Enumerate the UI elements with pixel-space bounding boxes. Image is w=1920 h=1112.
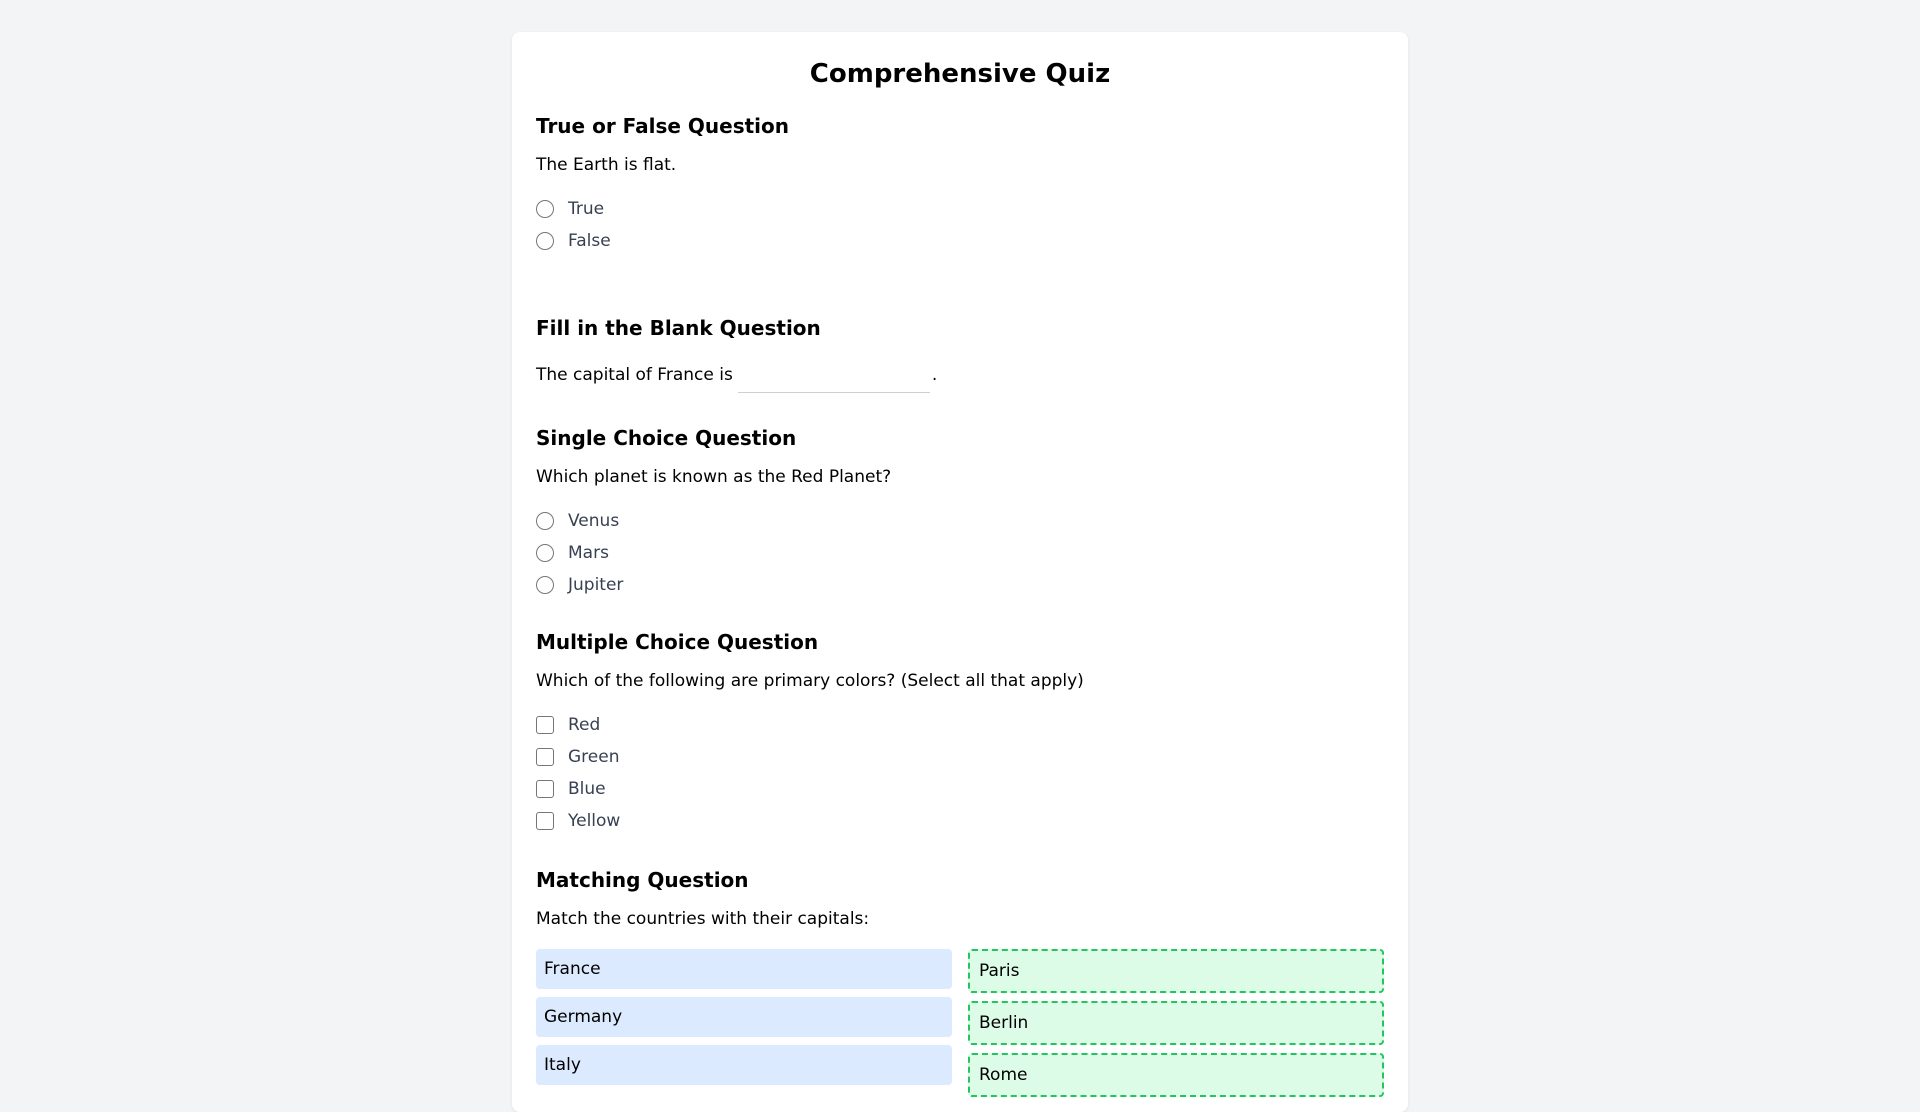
radio-venus[interactable]	[536, 512, 554, 530]
option-yellow[interactable]	[536, 805, 1384, 837]
capital-drop-berlin[interactable]: Berlin	[968, 1001, 1384, 1045]
capital-drop-rome[interactable]: Rome	[968, 1053, 1384, 1097]
capital-drop-paris[interactable]: Paris	[968, 949, 1384, 993]
option-false-label: False	[568, 231, 611, 251]
option-true[interactable]	[536, 193, 1384, 225]
fill-blank-section	[536, 314, 1384, 393]
fill-blank-prompt	[536, 357, 1384, 393]
checkbox-blue[interactable]	[536, 780, 554, 798]
countries-column	[536, 949, 952, 1105]
checkbox-green[interactable]	[536, 748, 554, 766]
page-title: Comprehensive Quiz	[809, 59, 1111, 89]
option-jupiter[interactable]	[536, 569, 1384, 601]
radio-false[interactable]	[536, 232, 554, 250]
multiple-choice-heading: Multiple Choice Question	[536, 630, 819, 654]
fill-blank-heading: Fill in the Blank Question	[536, 316, 821, 340]
option-blue-label: Blue	[568, 779, 606, 799]
single-choice-options	[536, 505, 1384, 601]
option-true-label: True	[568, 199, 605, 219]
single-choice-heading: Single Choice Question	[536, 426, 797, 450]
radio-mars[interactable]	[536, 544, 554, 562]
multiple-choice-prompt: Which of the following are primary colors? (Select all that apply)	[536, 671, 1084, 691]
radio-jupiter[interactable]	[536, 576, 554, 594]
true-false-options	[536, 193, 1384, 257]
matching-prompt: Match the countries with their capitals:	[536, 909, 870, 929]
country-italy[interactable]: Italy	[536, 1045, 952, 1085]
fill-blank-text-before: The capital of France is	[536, 365, 733, 385]
checkbox-red[interactable]	[536, 716, 554, 734]
single-choice-prompt: Which planet is known as the Red Planet?	[536, 467, 892, 487]
capitals-column	[968, 949, 1384, 1105]
checkbox-yellow[interactable]	[536, 812, 554, 830]
option-green-label: Green	[568, 747, 620, 767]
matching-grid	[536, 949, 1384, 1105]
true-false-section	[536, 112, 1384, 257]
multiple-choice-options	[536, 709, 1384, 837]
capital-answer-input[interactable]	[738, 363, 930, 393]
option-mars-label: Mars	[568, 543, 609, 563]
quiz-card	[512, 32, 1408, 1112]
true-false-prompt: The Earth is flat.	[536, 155, 677, 175]
option-green[interactable]	[536, 741, 1384, 773]
option-false[interactable]	[536, 225, 1384, 257]
option-red[interactable]	[536, 709, 1384, 741]
option-jupiter-label: Jupiter	[568, 575, 624, 595]
option-red-label: Red	[568, 715, 601, 735]
single-choice-section	[536, 424, 1384, 601]
matching-heading: Matching Question	[536, 868, 749, 892]
true-false-heading: True or False Question	[536, 114, 790, 138]
radio-true[interactable]	[536, 200, 554, 218]
option-mars[interactable]	[536, 537, 1384, 569]
matching-section	[536, 866, 1384, 1105]
fill-blank-text-after: .	[931, 365, 938, 385]
option-venus[interactable]	[536, 505, 1384, 537]
multiple-choice-section	[536, 628, 1384, 837]
country-germany[interactable]: Germany	[536, 997, 952, 1037]
option-blue[interactable]	[536, 773, 1384, 805]
option-venus-label: Venus	[568, 511, 620, 531]
option-yellow-label: Yellow	[568, 811, 621, 831]
country-france[interactable]: France	[536, 949, 952, 989]
